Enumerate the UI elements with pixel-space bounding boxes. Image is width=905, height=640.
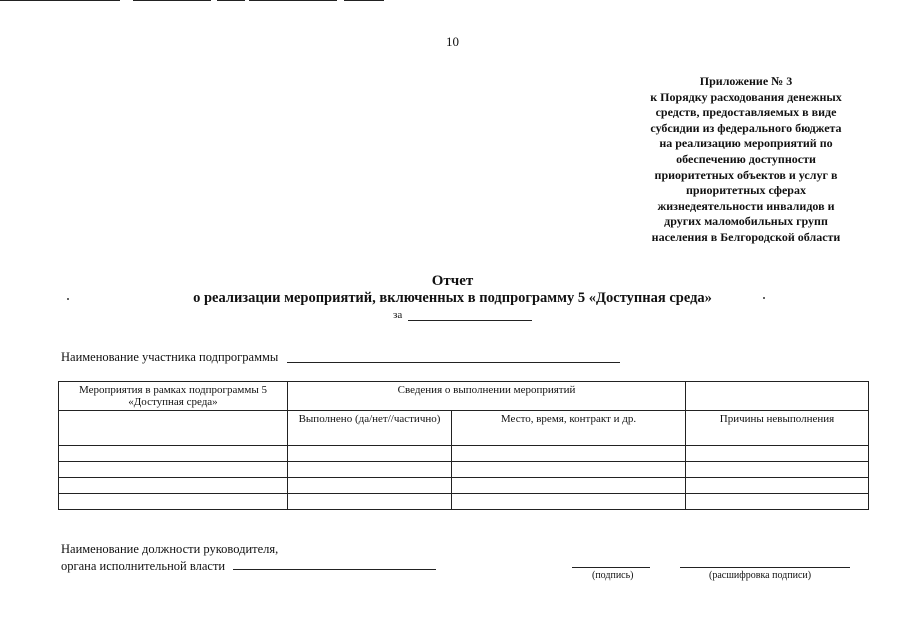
report-table: [58, 381, 869, 510]
table-cell[interactable]: [59, 478, 288, 494]
report-subtitle: о реализации мероприятий, включенных в подпрограмму 5 «Доступная среда»: [193, 290, 712, 306]
table-cell[interactable]: [452, 462, 686, 478]
report-title: Отчет: [431, 273, 474, 289]
signature-decode-field[interactable]: [680, 567, 850, 568]
table-row: [59, 494, 869, 510]
position-label-line1: Наименование должности руководителя,: [61, 542, 279, 556]
table-cell[interactable]: [686, 478, 869, 494]
position-label-line2: органа исполнительной власти: [61, 558, 226, 573]
table-cell[interactable]: [59, 462, 288, 478]
table-row: [59, 462, 869, 478]
period-label: за: [393, 309, 403, 321]
header-empty: [686, 382, 869, 411]
table-cell[interactable]: [288, 494, 452, 510]
table-cell[interactable]: [59, 446, 288, 462]
scan-line: [344, 0, 384, 1]
appendix-line: на реализацию мероприятий по: [659, 136, 833, 151]
appendix-line: населения в Белгородской области: [651, 229, 841, 244]
signature-caption: (подпись): [592, 570, 634, 581]
table-cell[interactable]: [686, 462, 869, 478]
participant-field[interactable]: [287, 362, 620, 363]
page-number: 10: [446, 34, 459, 49]
appendix-line: к Порядку расходования денежных: [650, 89, 842, 104]
table-cell[interactable]: [452, 446, 686, 462]
scan-line: [0, 0, 120, 1]
table-row: [59, 478, 869, 494]
table-cell[interactable]: [59, 494, 288, 510]
scan-dot: [763, 297, 765, 299]
scan-line: [249, 0, 337, 1]
appendix-line: приоритетных объектов и услуг в: [654, 167, 838, 182]
scan-line: [133, 0, 211, 1]
signature-field[interactable]: [572, 567, 650, 568]
period-field[interactable]: [408, 320, 532, 321]
table-row: [59, 446, 869, 462]
signature-decode-caption: (расшифровка подписи): [709, 570, 812, 581]
appendix-line: жизнедеятельности инвалидов и: [657, 198, 835, 213]
header-events: Мероприятия в рамках подпрограммы 5 «Доступная среда»: [59, 382, 288, 411]
header-events-cont: [59, 411, 288, 446]
appendix-line: субсидии из федерального бюджета: [650, 120, 842, 135]
table-cell[interactable]: [288, 478, 452, 494]
position-field[interactable]: [233, 569, 436, 570]
scan-line: [217, 0, 245, 1]
header-reasons: Причины невыполнения: [686, 411, 869, 446]
appendix-block: [628, 74, 864, 246]
table-cell[interactable]: [686, 494, 869, 510]
appendix-line: других маломобильных групп: [664, 214, 828, 229]
appendix-line: средств, предоставляемых в виде: [655, 105, 837, 120]
participant-label: Наименование участника подпрограммы: [61, 350, 279, 364]
appendix-line: обеспечению доступности: [676, 151, 816, 166]
scan-dot: [67, 298, 69, 300]
table-cell[interactable]: [288, 462, 452, 478]
header-place: Место, время, контракт и др.: [452, 411, 686, 446]
table-cell[interactable]: [686, 446, 869, 462]
header-done: Выполнено (да/нет//частично): [288, 411, 452, 446]
table-cell[interactable]: [452, 494, 686, 510]
table-cell[interactable]: [288, 446, 452, 462]
header-info: Сведения о выполнении мероприятий: [288, 382, 686, 411]
appendix-line: приоритетных сферах: [686, 183, 806, 198]
appendix-title: Приложение № 3: [699, 74, 793, 88]
table-cell[interactable]: [452, 478, 686, 494]
